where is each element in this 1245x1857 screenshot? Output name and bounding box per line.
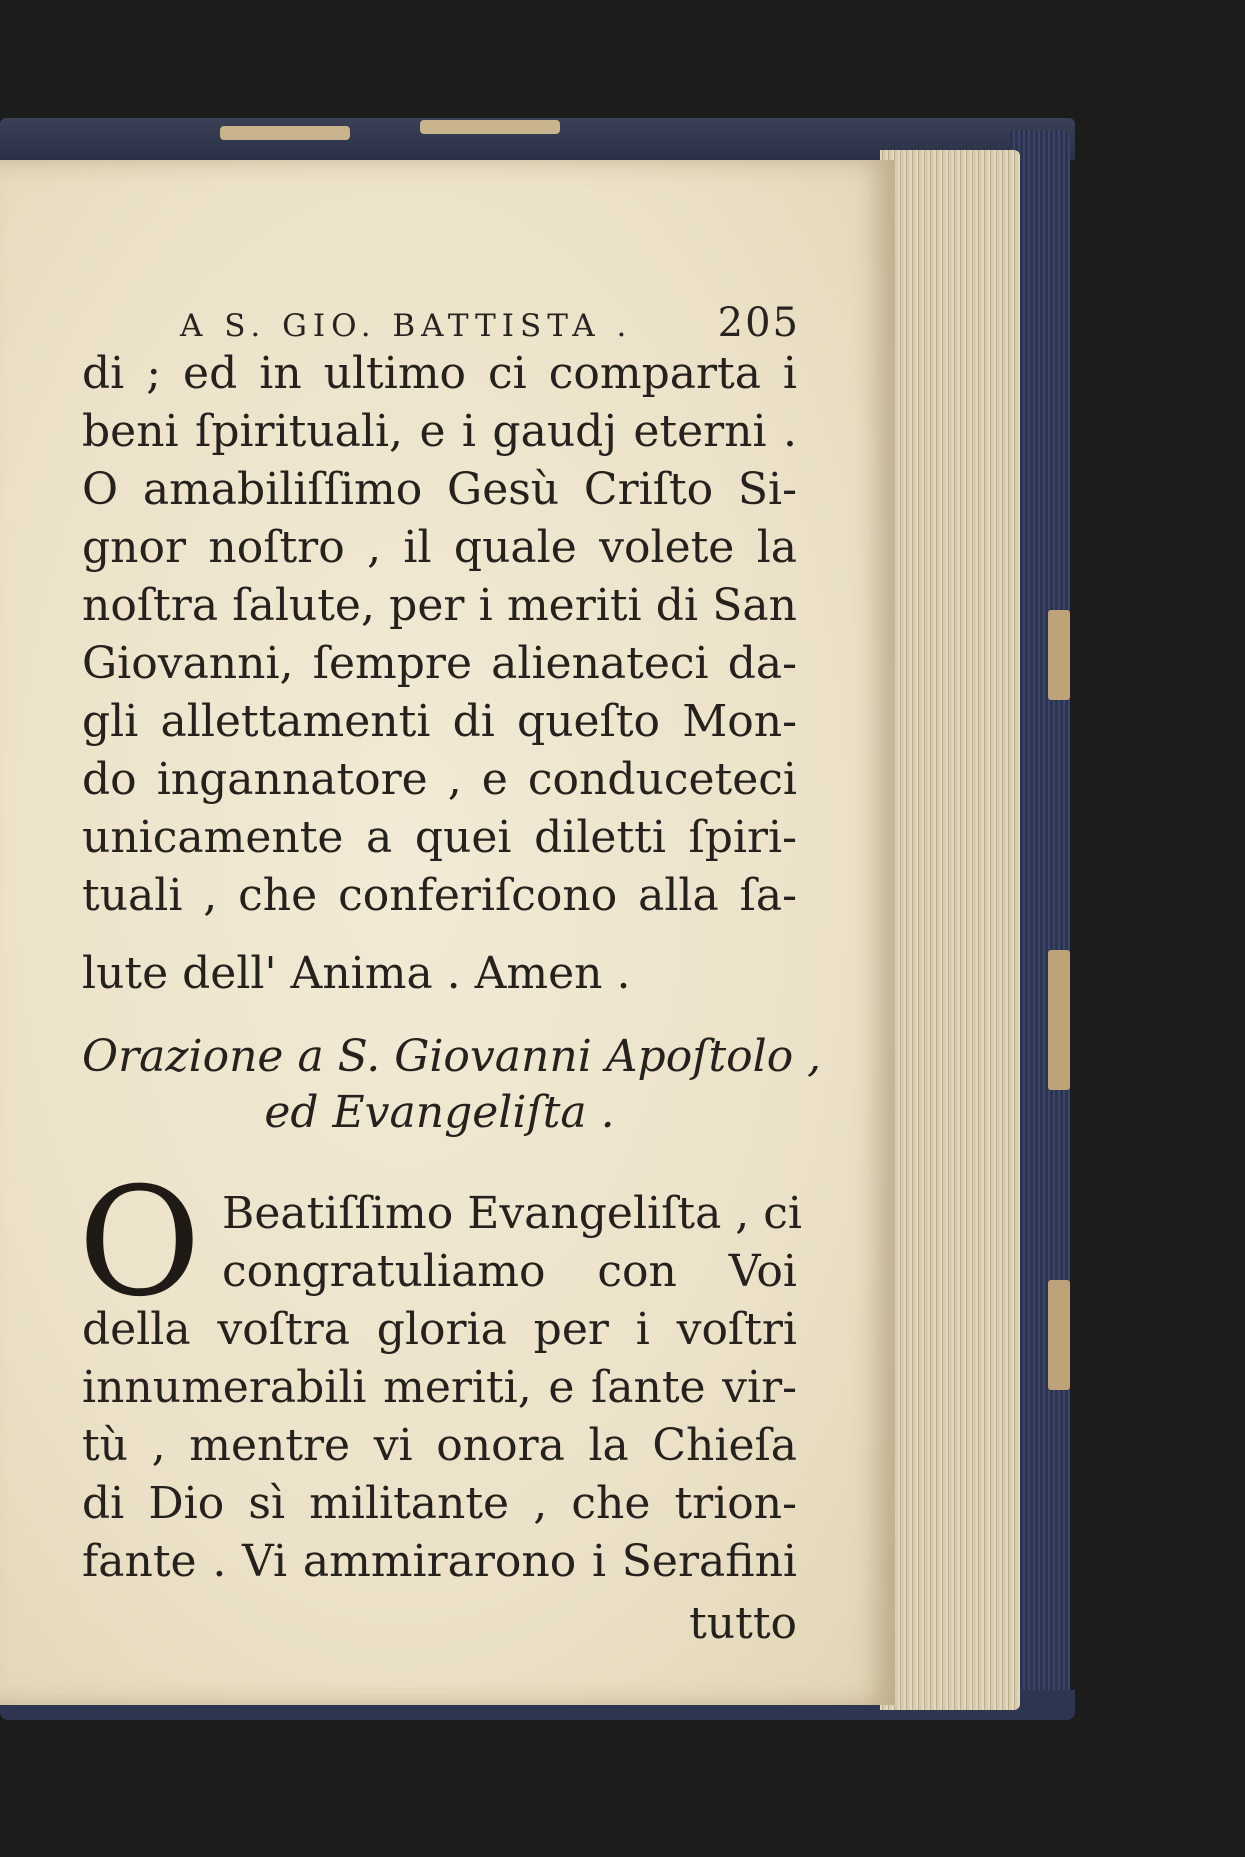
- page-edges: [880, 150, 1020, 1710]
- cover-wear: [1048, 610, 1070, 700]
- page-number: 205: [717, 300, 800, 346]
- text-line: di ; ed in ultimo ci comparta i: [82, 348, 797, 399]
- section-heading: Orazione a S. Giovanni Apoſtolo ,: [82, 1031, 822, 1082]
- text-line: di Dio sì militante , che trion-: [82, 1478, 797, 1529]
- text-line: noſtra ſalute, per i meriti di San: [82, 580, 797, 631]
- running-head: [180, 300, 800, 350]
- text-line: gnor noſtro , il quale volete la: [82, 522, 797, 573]
- catchword: tutto: [689, 1598, 797, 1649]
- text-line: O amabiliſſimo Gesù Criſto Si-: [82, 464, 797, 515]
- text-line: Beatiſſimo Evangeliſta , ci: [222, 1188, 802, 1239]
- text-line: lute dell' Anima . Amen .: [82, 948, 631, 999]
- section-heading-cont: ed Evangeliſta .: [264, 1087, 615, 1138]
- text-line: unicamente a quei diletti ſpiri-: [82, 812, 797, 863]
- text-line: innumerabili meriti, e ſante vir-: [82, 1362, 797, 1413]
- cover-wear: [220, 126, 350, 140]
- cover-wear: [1048, 1280, 1070, 1390]
- text-line: do ingannatore , e conduceteci: [82, 754, 797, 805]
- text-line: tù , mentre vi onora la Chieſa: [82, 1420, 797, 1471]
- text-line: della voſtra gloria per i voſtri: [82, 1304, 797, 1355]
- text-line: gli allettamenti di queſto Mon-: [82, 696, 797, 747]
- cover-wear: [1048, 950, 1070, 1090]
- text-line: beni ſpirituali, e i gaudj eterni .: [82, 406, 797, 457]
- text-line: fante . Vi ammirarono i Serafini: [82, 1536, 797, 1587]
- cover-wear: [420, 120, 560, 134]
- text-line: congratuliamo con Voi: [222, 1246, 797, 1297]
- text-line: tuali , che conferiſcono alla ſa-: [82, 870, 797, 921]
- text-line: Giovanni, ſempre alienateci da-: [82, 638, 797, 689]
- running-head-title: A S. GIO. BATTISTA .: [180, 308, 633, 344]
- drop-cap: O: [78, 1156, 201, 1330]
